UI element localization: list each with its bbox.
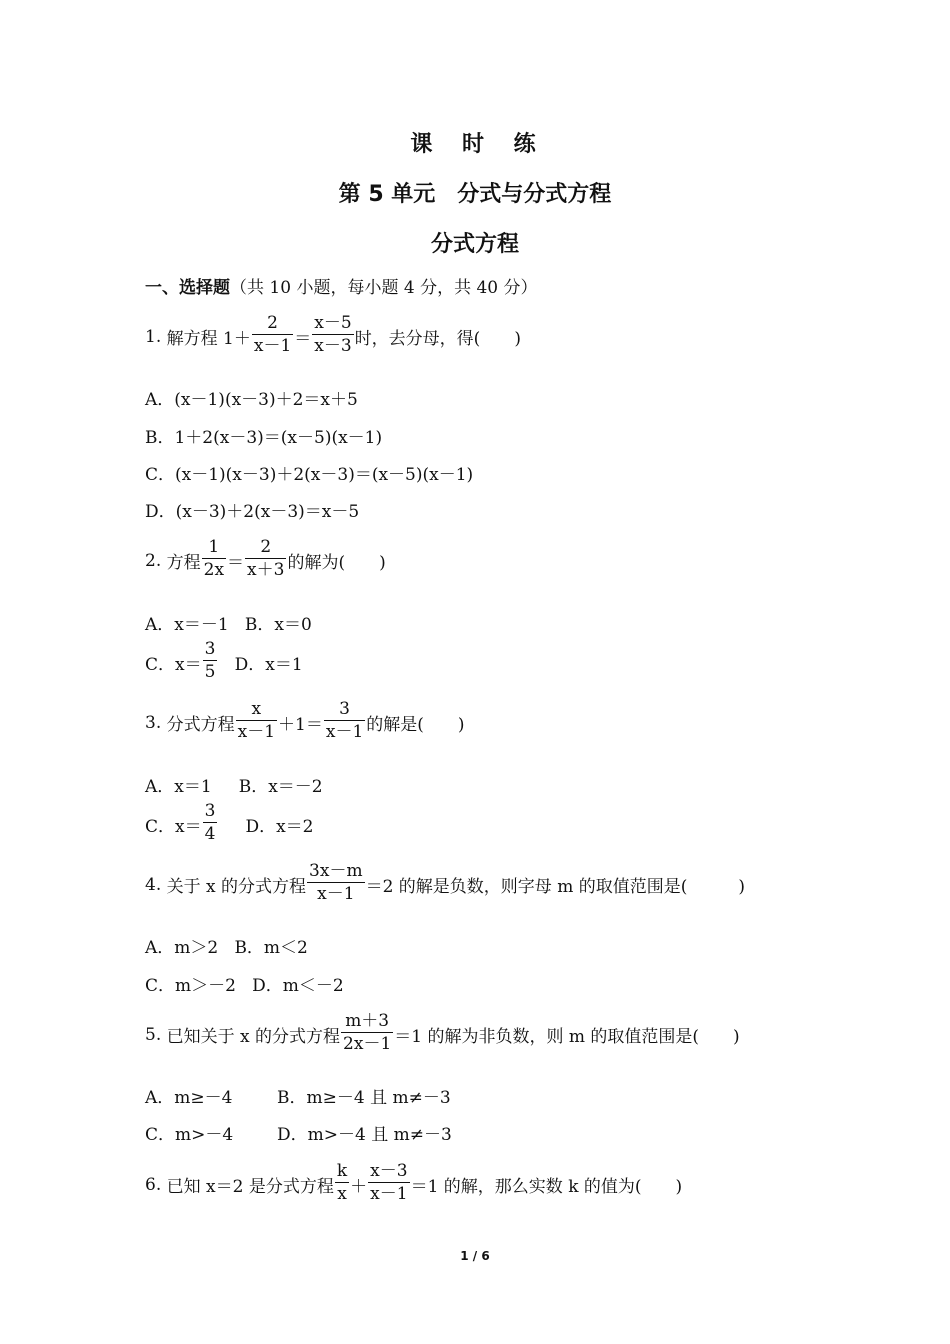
q5-option-d: D．m>－4 且 m≠－3 [277,1125,452,1145]
q3-prefix: 分式方程 [166,715,235,735]
q2-prefix: 方程 [166,553,201,573]
q4-fraction: $\frac{3x-m}{x-1}$ [309,861,363,904]
q2-fraction-2: $\frac{2}{x+3}$ [247,537,285,580]
q1-suffix: 时，去分母，得( ) [354,329,521,349]
q3-option-c: C．x＝ [145,817,202,837]
q2-option-c-fraction: $\frac{3}{5}$ [204,639,216,682]
q2-option-c: C．x＝ [145,655,202,675]
q3-options-ab [145,772,323,797]
q2-options-cd [145,640,303,685]
section-heading: 一、选择题 [145,278,230,298]
q1-fraction-1: $\frac{2}{x-1}$ [253,313,292,356]
unit-title: 第 5 单元 分式与分式方程 [338,182,612,207]
q2-suffix: 的解为( ) [287,553,386,573]
q5-suffix: ＝1 的解为非负数，则 m 的取值范围是( ) [394,1027,740,1047]
q3-option-d: D．x＝2 [245,817,314,837]
section-heading-line [145,273,538,298]
q6-suffix: ＝1 的解，那么实数 k 的值为( ) [410,1177,683,1197]
question-1 [145,314,521,359]
doc-type-title: 课 时 练 [410,132,540,157]
q2-options-ab [145,610,312,635]
q1-option-c: C．(x－1)(x－3)＋2(x－3)＝(x－5)(x－1) [145,465,474,485]
q1-number: 1. [145,326,162,347]
q3-option-b: B．x＝－2 [238,777,323,797]
q3-options-cd [145,802,314,847]
q5-option-c: C．m>－4 [145,1125,234,1145]
q2-option-a: A．x＝－1 [145,615,229,635]
q2-option-d: D．x＝1 [234,655,303,675]
question-4 [145,862,745,907]
q1-option-a: A．(x－1)(x－3)＋2＝x＋5 [145,390,358,410]
q1-equals: ＝ [294,329,312,349]
q1-option-d: D．(x－3)＋2(x－3)＝x－5 [145,502,360,522]
question-3 [145,700,465,745]
q4-options-ab [145,933,308,958]
q2-option-b: B．x＝0 [244,615,312,635]
q3-suffix: 的解是( ) [366,715,465,735]
q1-prefix: 解方程 1＋ [166,329,251,349]
q2-number: 2. [145,550,162,571]
q5-prefix: 已知关于 x 的分式方程 [166,1027,341,1047]
q5-option-b: B．m≥－4 且 m≠－3 [277,1088,451,1108]
q5-number: 5. [145,1024,162,1045]
q5-option-a: A．m≥－4 [145,1088,233,1108]
q6-fraction-1: $\frac{k}{x}$ [336,1161,348,1204]
q4-option-a: A．m＞2 [145,938,219,958]
q4-option-b: B．m＜2 [234,938,308,958]
q3-option-c-fraction: $\frac{3}{4}$ [204,801,216,844]
q4-options-cd [145,971,344,996]
q6-prefix: 已知 x＝2 是分式方程 [166,1177,334,1197]
question-2 [145,538,386,583]
q3-option-a: A．x＝1 [145,777,212,797]
question-5 [145,1012,740,1057]
q3-number: 3. [145,712,162,733]
q2-equals: ＝ [227,553,245,573]
section-note: （共 10 小题，每小题 4 分，共 40 分） [230,278,538,298]
q4-prefix: 关于 x 的分式方程 [166,877,307,897]
q1-option-b: B．1＋2(x－3)＝(x－5)(x－1) [145,428,383,448]
question-6 [145,1162,682,1207]
topic-title: 分式方程 [430,232,519,257]
q3-fraction-2: $\frac{3}{x-1}$ [325,699,364,742]
page-number: 1 / 6 [460,1249,490,1263]
q4-suffix: ＝2 的解是负数，则字母 m 的取值范围是( ) [365,877,745,897]
q6-plus: ＋ [350,1177,368,1197]
q4-number: 4. [145,874,162,895]
q6-number: 6. [145,1174,162,1195]
q6-fraction-2: $\frac{x-3}{x-1}$ [370,1161,408,1204]
q3-mid: ＋1＝ [278,715,323,735]
q3-fraction-1: $\frac{x}{x-1}$ [237,699,276,742]
q4-option-d: D．m＜－2 [252,976,344,996]
q1-fraction-2: $\frac{x-5}{x-3}$ [314,313,352,356]
q2-fraction-1: $\frac{1}{2x}$ [203,537,225,580]
q4-option-c: C．m＞－2 [145,976,236,996]
q5-fraction: $\frac{m+3}{2x-1}$ [343,1011,392,1054]
